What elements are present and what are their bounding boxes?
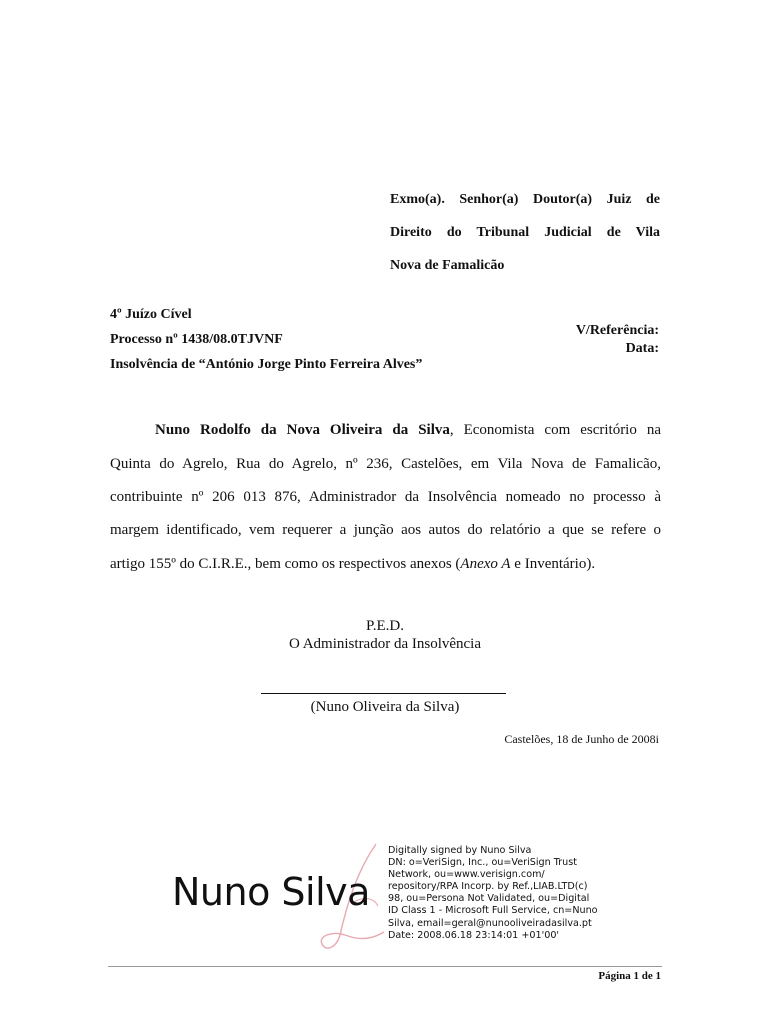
administrator-role: O Administrador da Insolvência bbox=[288, 636, 482, 652]
annex-reference: Anexo A bbox=[460, 556, 511, 572]
digital-signature-name: Nuno Silva bbox=[172, 870, 370, 914]
digital-signature-details bbox=[388, 845, 608, 942]
ds-line: Digitally signed by Nuno Silva bbox=[388, 845, 532, 856]
ds-line: ID Class 1 - Microsoft Full Service, cn=Nuno bbox=[388, 905, 598, 917]
date-label: Data: bbox=[625, 341, 659, 356]
body-line-1 bbox=[110, 422, 661, 439]
ds-line: Silva, email=geral@nunooliveiradasilva.pt bbox=[388, 917, 592, 929]
body-line-5-end: e Inventário). bbox=[510, 556, 596, 572]
applicant-name: Nuno Rodolfo da Nova Oliveira da Silva bbox=[155, 422, 450, 438]
body-line-3: contribuinte nº 206 013 876, Administrador da Insolvência nomeado no processo à bbox=[110, 489, 661, 505]
signatory-name: (Nuno Oliveira da Silva) bbox=[310, 699, 460, 715]
addressee-line-3: Nova de Famalicão bbox=[390, 258, 505, 273]
court-label: 4º Juízo Cível bbox=[110, 307, 192, 322]
body-line-1-rest: , Economista com escritório na bbox=[449, 422, 661, 438]
footer-rule bbox=[108, 966, 662, 967]
insolvency-title: Insolvência de “António Jorge Pinto Ferreira Alves” bbox=[110, 357, 423, 372]
signature-line bbox=[261, 693, 506, 694]
process-number: Processo nº 1438/08.0TJVNF bbox=[110, 332, 283, 347]
ds-line: Network, ou=www.verisign.com/ bbox=[388, 869, 545, 881]
body-line-5 bbox=[110, 556, 661, 573]
addressee-line-2: Direito do Tribunal Judicial de Vila bbox=[390, 225, 660, 240]
body-line-5-start: artigo 155º do C.I.R.E., bem como os respectivos anexos ( bbox=[110, 556, 461, 572]
addressee-line-1: Exmo(a). Senhor(a) Doutor(a) Juiz de bbox=[390, 192, 660, 207]
body-line-4: margem identificado, vem requerer a junção aos autos do relatório a que se refere o bbox=[110, 522, 661, 538]
page-number: Página 1 de 1 bbox=[598, 970, 661, 982]
place-date: Castelões, 18 de Junho de 2008i bbox=[504, 732, 659, 746]
body-line-2: Quinta do Agrelo, Rua do Agrelo, nº 236, Castelões, em Vila Nova de Famalicão, bbox=[110, 456, 661, 472]
ped-text: P.E.D. bbox=[366, 618, 404, 634]
ds-line: repository/RPA Incorp. by Ref.,LIAB.LTD(c) bbox=[388, 881, 588, 893]
ds-line: 98, ou=Persona Not Validated, ou=Digital bbox=[388, 893, 590, 905]
reference-label: V/Referência: bbox=[575, 323, 659, 338]
ds-line: Date: 2008.06.18 23:14:01 +01'00' bbox=[388, 929, 560, 941]
ds-line: DN: o=VeriSign, Inc., ou=VeriSign Trust bbox=[388, 857, 577, 869]
